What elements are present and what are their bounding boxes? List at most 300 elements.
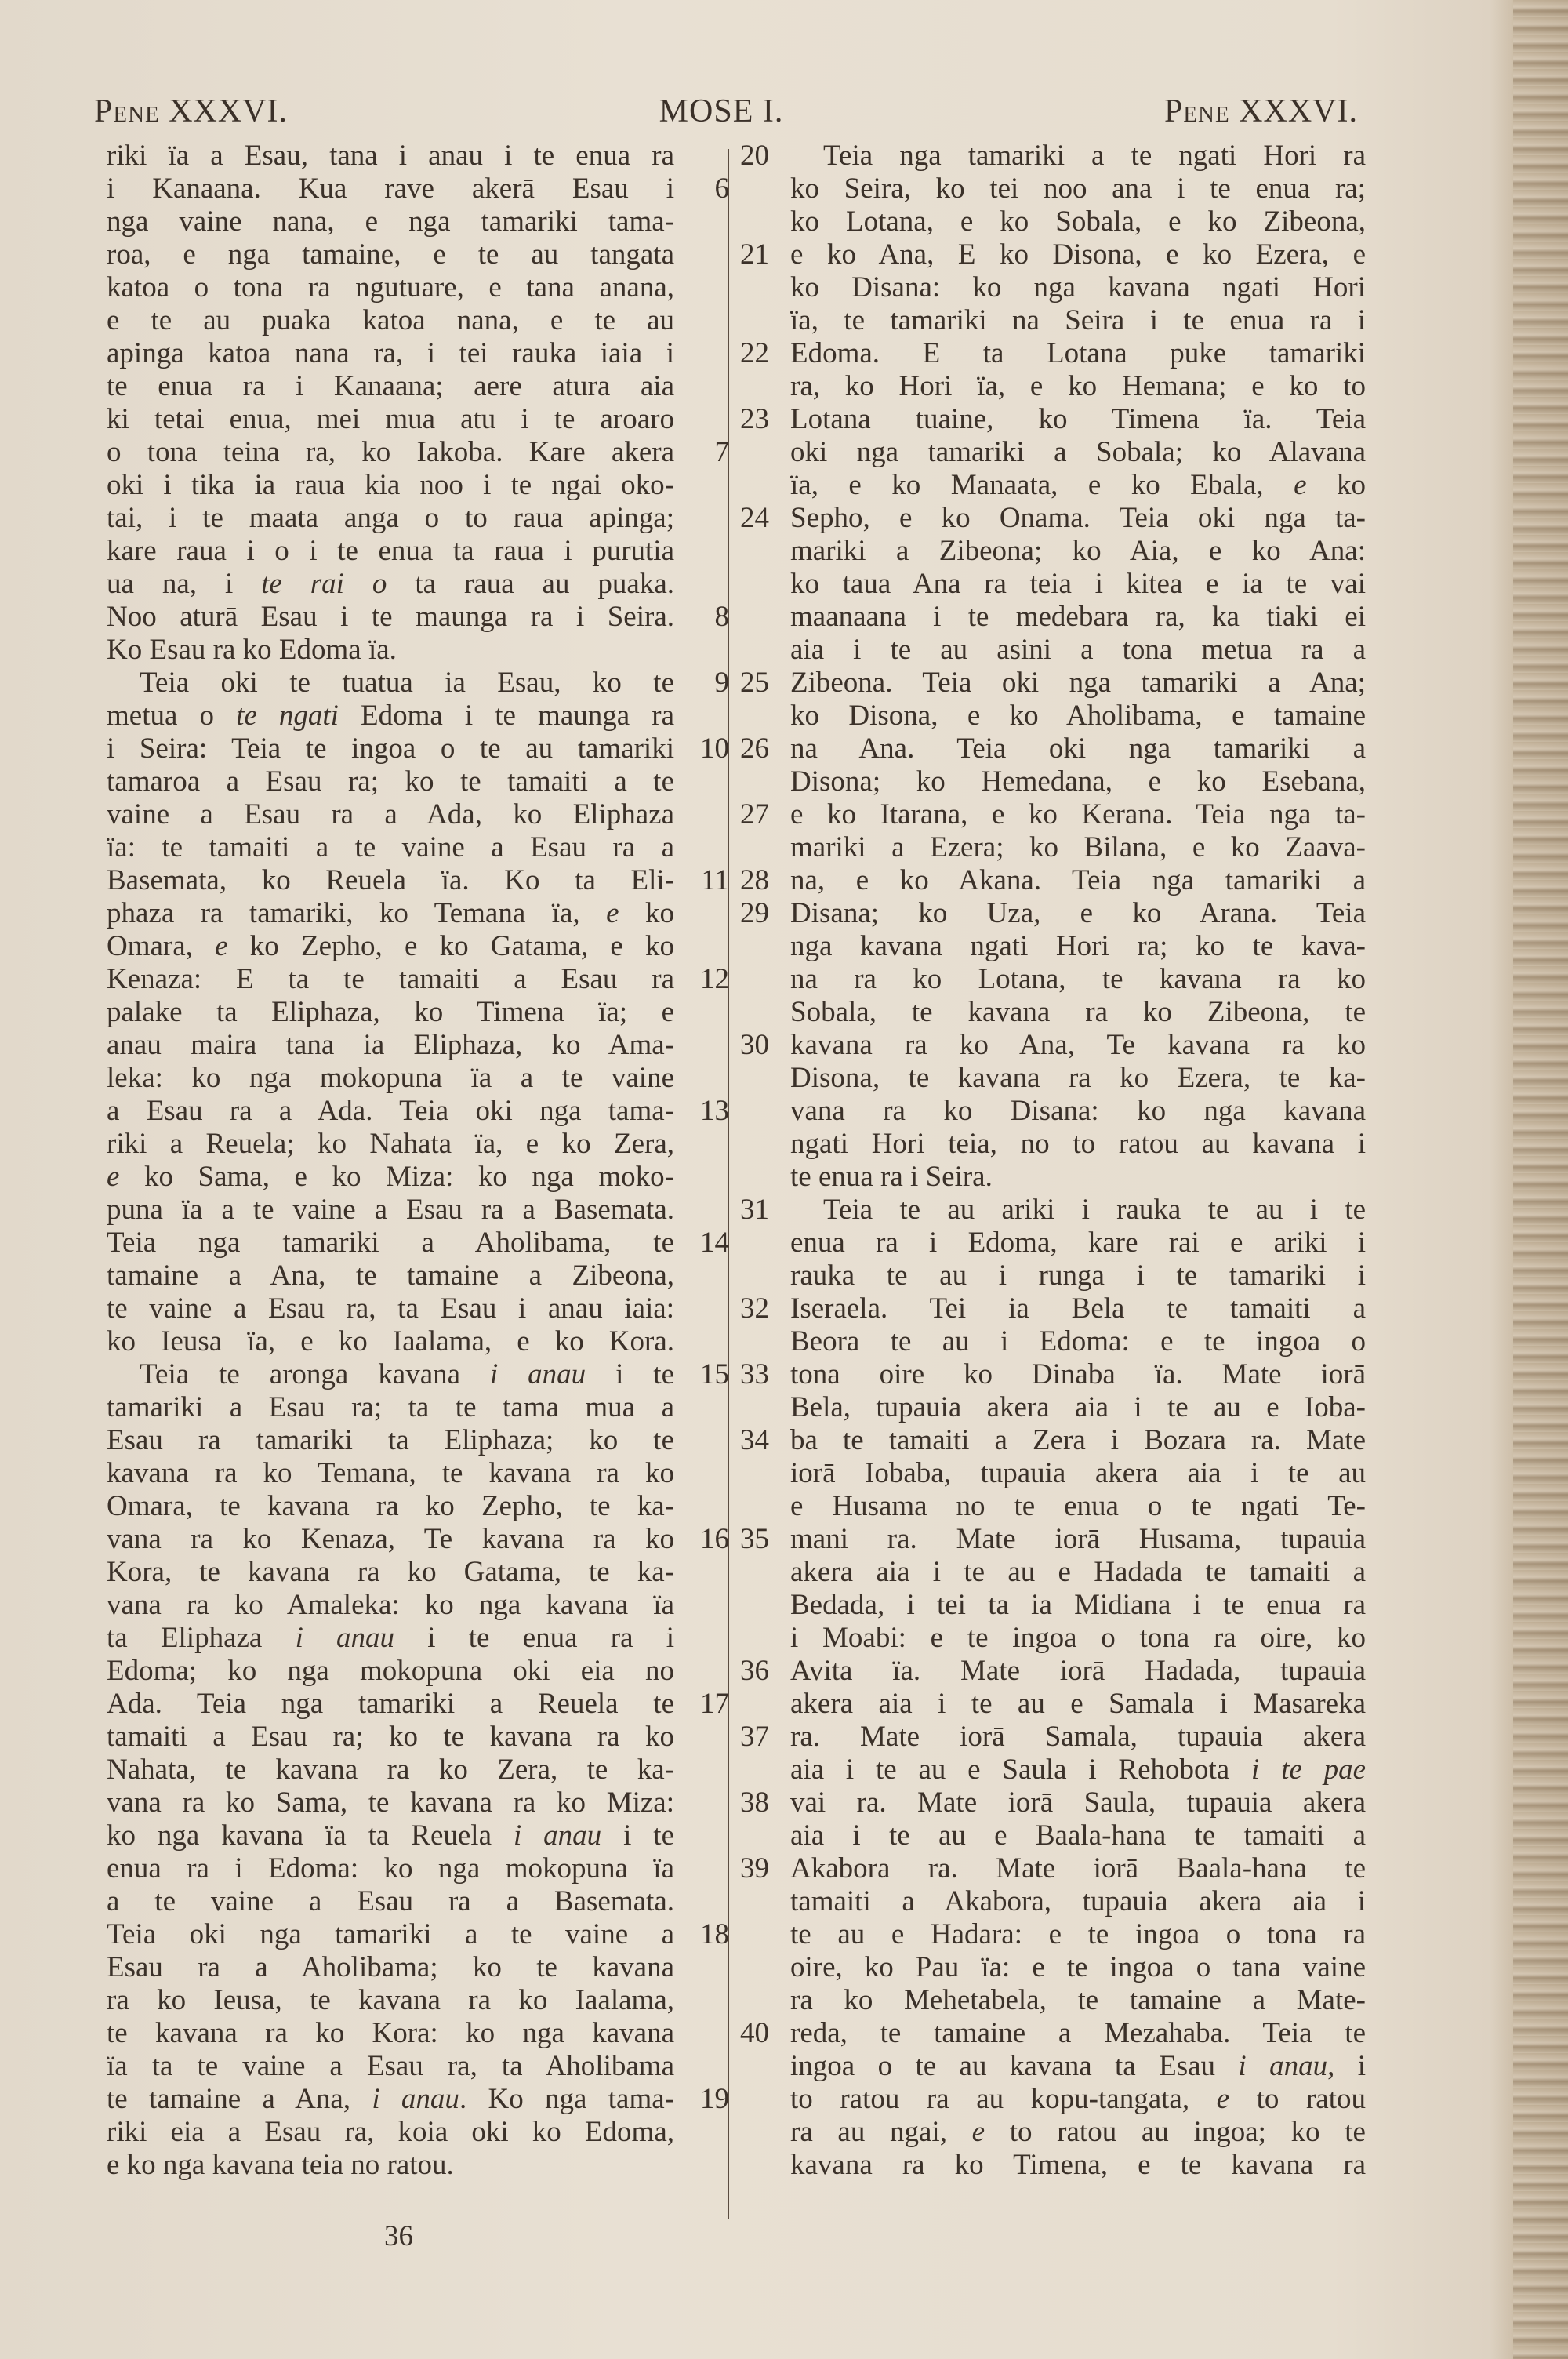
text-line [107, 2116, 750, 2149]
text-line [107, 963, 750, 996]
verse-number [674, 1259, 729, 1292]
line-text [790, 1984, 1366, 2017]
text-segment: Teia nga tamariki a te ngati Hori ra [823, 140, 1366, 172]
text-segment: a Esau ra a Ada. Teia oki nga tama- [107, 1095, 674, 1127]
verse-number [674, 1391, 729, 1424]
verse-number [740, 1490, 786, 1523]
line-text [107, 304, 674, 337]
text-segment: puna ïa a te vaine a Esau ra a Basemata. [107, 1194, 674, 1226]
verse-number [674, 304, 729, 337]
text-line [740, 1819, 1406, 1852]
verse-number [740, 2050, 786, 2083]
line-text [790, 732, 1366, 765]
verse-number [674, 1029, 729, 1062]
line-text [107, 403, 674, 436]
verse-number: 31 [740, 1194, 769, 1226]
verse-number: 37 [740, 1721, 769, 1753]
verse-number: 11 [701, 864, 729, 896]
text-line [740, 897, 1406, 930]
verse-number [740, 996, 786, 1029]
text-line [740, 1523, 1406, 1556]
text-segment: ra au ngai, [790, 2116, 972, 2148]
verse-number [674, 469, 729, 502]
text-segment: ra, ko Hori ïa, e ko Hemana; e ko to [790, 370, 1366, 402]
text-line [107, 469, 750, 502]
text-segment: ko Zepho, e ko Gatama, e ko [227, 930, 674, 962]
text-line [107, 700, 750, 732]
text-segment: ra ko Ieusa, te kavana ra ko Iaalama, [107, 1984, 674, 2016]
line-text [107, 1688, 674, 1721]
line-text [107, 1951, 674, 1984]
verse-number: 8 [714, 601, 729, 633]
line-text [790, 2050, 1366, 2083]
text-line [740, 1259, 1406, 1292]
italic-text: e [971, 2116, 985, 2148]
line-text [107, 469, 674, 502]
line-text [107, 1984, 674, 2017]
verse-number [674, 634, 729, 667]
text-line [740, 1688, 1406, 1721]
text-line [107, 1655, 750, 1688]
verse-number [674, 568, 729, 601]
verse-number: 15 [700, 1358, 729, 1390]
text-segment: ïa, e ko Manaata, e ko Ebala, [790, 469, 1294, 501]
verse-number [674, 1589, 729, 1622]
verse-number [740, 1259, 786, 1292]
text-segment: i Kanaana. Kua rave akerā Esau i [107, 173, 674, 205]
verse-number [740, 1754, 786, 1787]
text-column-right [740, 140, 1406, 2182]
text-segment: anau maira tana ia Eliphaza, ko Ama- [107, 1029, 674, 1061]
text-line [740, 535, 1406, 568]
line-text [107, 996, 674, 1029]
text-line [740, 1885, 1406, 1918]
running-header-right: Pene XXXVI. [1163, 93, 1358, 129]
text-line [107, 304, 750, 337]
text-segment: Teia oki nga tamariki a te vaine a [107, 1918, 674, 1950]
verse-number: 29 [740, 897, 769, 929]
italic-text: i anau [489, 1358, 586, 1390]
line-text [107, 798, 674, 831]
verse-number [740, 1161, 786, 1194]
text-segment: Bela, tupauia akera aia i te au e Ioba- [790, 1391, 1366, 1423]
text-segment: Esau ra a Aholibama; ko te kavana [107, 1951, 674, 1983]
verse-number: 40 [740, 2017, 769, 2049]
text-line [107, 568, 750, 601]
verse-number [674, 140, 729, 173]
line-text [107, 1227, 674, 1259]
text-line [740, 304, 1406, 337]
line-text [790, 2083, 1366, 2116]
verse-number [740, 930, 786, 963]
text-line [107, 1885, 750, 1918]
text-line [107, 1852, 750, 1885]
verse-number [674, 535, 729, 568]
line-text [107, 1128, 674, 1161]
text-line [107, 1259, 750, 1292]
text-line [740, 831, 1406, 864]
text-line [107, 1556, 750, 1589]
verse-number [740, 2083, 786, 2116]
italic-text: i te pae [1251, 1754, 1366, 1786]
verse-number [740, 469, 786, 502]
text-segment: Bedada, i tei ta ia Midiana i te enua ra [790, 1589, 1366, 1621]
text-line [740, 2116, 1406, 2149]
text-line [107, 1062, 750, 1095]
verse-number [740, 2149, 786, 2182]
text-line [740, 140, 1406, 173]
text-segment: palake ta Eliphaza, ko Timena ïa; e [107, 996, 674, 1028]
text-segment: Teia te aronga kavana [140, 1358, 490, 1390]
text-segment: akera aia i te au e Samala i Masareka [790, 1688, 1366, 1720]
text-line [740, 798, 1406, 831]
verse-number [674, 2017, 729, 2050]
line-text [107, 1358, 674, 1391]
line-text [790, 1194, 1366, 1227]
text-line [740, 1292, 1406, 1325]
verse-number [674, 337, 729, 370]
line-text [790, 1523, 1366, 1556]
text-line [740, 1589, 1406, 1622]
text-line [107, 1029, 750, 1062]
verse-number [674, 271, 729, 304]
text-segment: katoa o tona ra ngutuare, e tana anana, [107, 271, 674, 304]
text-segment: aia i te au e Baala-hana te tamaiti a [790, 1819, 1366, 1852]
text-line [740, 238, 1406, 271]
verse-number [740, 436, 786, 469]
line-text [107, 568, 674, 601]
verse-number: 14 [700, 1227, 729, 1259]
line-text [107, 963, 674, 996]
text-line [107, 601, 750, 634]
verse-number [674, 1787, 729, 1819]
line-text [790, 700, 1366, 732]
line-text [790, 1885, 1366, 1918]
line-text [790, 1227, 1366, 1259]
line-text [107, 1885, 674, 1918]
verse-number [740, 205, 786, 238]
line-text [790, 963, 1366, 996]
text-line [107, 1292, 750, 1325]
text-line [107, 1358, 750, 1391]
running-header-left: Pene XXXVI. [94, 93, 289, 129]
verse-number: 32 [740, 1292, 769, 1325]
line-text [107, 337, 674, 370]
text-line [107, 732, 750, 765]
text-line [107, 173, 750, 205]
text-segment: mariki a Zibeona; ko Aia, e ko Ana: [790, 535, 1366, 567]
text-segment: to ratou ra au kopu-tangata, [790, 2083, 1217, 2115]
text-line [107, 1227, 750, 1259]
line-text [790, 436, 1366, 469]
text-segment: te vaine a Esau ra, ta Esau i anau iaia: [107, 1292, 674, 1325]
text-line [740, 1424, 1406, 1457]
verse-number [674, 1852, 729, 1885]
text-segment: na, e ko Akana. Teia nga tamariki a [790, 864, 1366, 896]
text-line [107, 2017, 750, 2050]
text-line [740, 1622, 1406, 1655]
line-text [790, 634, 1366, 667]
line-text [790, 1457, 1366, 1490]
text-segment: kavana ra ko Ana, Te kavana ra ko [790, 1029, 1366, 1061]
text-segment: ingoa o te au kavana ta Esau [790, 2050, 1239, 2082]
verse-number: 12 [700, 963, 729, 995]
line-text [790, 370, 1366, 403]
verse-number [740, 1128, 786, 1161]
line-text [790, 2017, 1366, 2050]
text-line [107, 1095, 750, 1128]
verse-number [674, 370, 729, 403]
text-line [107, 205, 750, 238]
text-segment: enua ra i Edoma, kare rai e ariki i [790, 1227, 1366, 1259]
verse-number: 39 [740, 1852, 769, 1885]
line-text [107, 205, 674, 238]
text-line [740, 700, 1406, 732]
line-text [107, 1457, 674, 1490]
text-line [740, 996, 1406, 1029]
line-text [790, 173, 1366, 205]
line-text [107, 1754, 674, 1787]
verse-number: 34 [740, 1424, 769, 1456]
text-segment: enua ra i Edoma: ko nga mokopuna ïa [107, 1852, 674, 1885]
line-text [107, 831, 674, 864]
line-text [790, 304, 1366, 337]
line-text [107, 1194, 674, 1227]
italic-text: e [606, 897, 619, 929]
verse-number [740, 304, 786, 337]
text-line [107, 140, 750, 173]
line-text [790, 798, 1366, 831]
text-line [740, 765, 1406, 798]
text-segment: ki tetai enua, mei mua atu i te aroaro [107, 403, 674, 435]
text-line [740, 963, 1406, 996]
text-line [740, 1754, 1406, 1787]
text-segment: Ada. Teia nga tamariki a Reuela te [107, 1688, 674, 1720]
text-line [740, 1325, 1406, 1358]
text-line [107, 634, 750, 667]
text-segment: aia i te au asini a tona metua ra a [790, 634, 1366, 666]
verse-number [674, 1885, 729, 1918]
text-line [740, 271, 1406, 304]
line-text [107, 1062, 674, 1095]
line-text [790, 930, 1366, 963]
verse-number [740, 1062, 786, 1095]
line-text [790, 1556, 1366, 1589]
text-line [740, 436, 1406, 469]
text-segment: ko nga kavana ïa ta Reuela [107, 1819, 514, 1852]
verse-number [740, 765, 786, 798]
text-segment: ko Seira, ko tei noo ana i te enua ra; [790, 173, 1366, 205]
line-text [107, 1655, 674, 1688]
verse-number: 13 [700, 1095, 729, 1127]
text-segment: ko Sama, e ko Miza: ko nga moko- [119, 1161, 674, 1193]
text-line [107, 2149, 750, 2182]
text-line [107, 1523, 750, 1556]
text-line [740, 1161, 1406, 1194]
line-text [790, 502, 1366, 535]
text-segment: Zibeona. Teia oki nga tamariki a Ana; [790, 667, 1366, 699]
italic-text: i anau [513, 1819, 602, 1852]
line-text [790, 568, 1366, 601]
verse-number [740, 568, 786, 601]
text-line [107, 1918, 750, 1951]
italic-text: e [215, 930, 228, 962]
italic-text: i anau [1238, 2050, 1328, 2082]
italic-text: e [1216, 2083, 1230, 2115]
verse-number [740, 370, 786, 403]
text-line [740, 1721, 1406, 1754]
line-text [107, 173, 674, 205]
verse-number [674, 930, 729, 963]
line-text [790, 1918, 1366, 1951]
verse-number: 33 [740, 1358, 769, 1390]
line-text [790, 1787, 1366, 1819]
line-text [790, 1819, 1366, 1852]
text-segment: ngati Hori teia, no to ratou au kavana i [790, 1128, 1366, 1160]
text-line [107, 1787, 750, 1819]
text-line [740, 2149, 1406, 2182]
text-line [107, 1457, 750, 1490]
line-text [107, 1029, 674, 1062]
verse-number: 26 [740, 732, 769, 765]
text-segment: i Moabi: e te ingoa o tona ra oire, ko [790, 1622, 1366, 1654]
verse-number [674, 1325, 729, 1358]
text-segment: Disona, te kavana ra ko Ezera, te ka- [790, 1062, 1366, 1094]
text-segment: a te vaine a Esau ra a Basemata. [107, 1885, 674, 1917]
text-line [740, 1951, 1406, 1984]
text-segment: ko [619, 897, 674, 929]
text-segment: Sobala, te kavana ra ko Zibeona, te [790, 996, 1366, 1028]
text-line [107, 2083, 750, 2116]
line-text [790, 1259, 1366, 1292]
text-segment: Edoma; ko nga mokopuna oki eia no [107, 1655, 674, 1687]
text-segment: aia i te au e Saula i Rehobota [790, 1754, 1252, 1786]
text-line [107, 1754, 750, 1787]
verse-number: 6 [714, 173, 729, 205]
text-segment: leka: ko nga mokopuna ïa a te vaine [107, 1062, 674, 1094]
text-segment: Lotana tuaine, ko Timena ïa. Teia [790, 403, 1366, 435]
text-line [107, 864, 750, 897]
line-text [790, 1292, 1366, 1325]
text-line [740, 568, 1406, 601]
line-text [107, 1721, 674, 1754]
text-segment: e ko Itarana, e ko Kerana. Teia nga ta- [790, 798, 1366, 831]
text-line [107, 765, 750, 798]
line-text [790, 1062, 1366, 1095]
text-line [740, 173, 1406, 205]
line-text [790, 897, 1366, 930]
line-text [790, 1852, 1366, 1885]
line-text [107, 1787, 674, 1819]
line-text [107, 2116, 674, 2149]
text-line [107, 1721, 750, 1754]
verse-number [740, 2116, 786, 2149]
verse-number [674, 1161, 729, 1194]
verse-number [674, 831, 729, 864]
text-line [740, 1095, 1406, 1128]
verse-number [740, 1918, 786, 1951]
text-segment: mariki a Ezera; ko Bilana, e ko Zaava- [790, 831, 1366, 863]
text-segment: reda, te tamaine a Mezahaba. Teia te [790, 2017, 1366, 2049]
verse-number [740, 831, 786, 864]
line-text [790, 601, 1366, 634]
line-text [107, 732, 674, 765]
text-line [107, 436, 750, 469]
line-text [107, 2149, 674, 2182]
verse-number [674, 2149, 729, 2182]
verse-number [740, 963, 786, 996]
line-text [107, 1259, 674, 1292]
text-segment: riki a Reuela; ko Nahata ïa, e ko Zera, [107, 1128, 674, 1160]
verse-number [740, 535, 786, 568]
verse-number [740, 1391, 786, 1424]
text-line [740, 864, 1406, 897]
text-line [740, 1918, 1406, 1951]
text-segment: oki nga tamariki a Sobala; ko Alavana [790, 436, 1366, 468]
verse-number: 23 [740, 403, 769, 435]
text-segment: Ko Esau ra ko Edoma ïa. [107, 634, 397, 666]
text-segment: ta raua au puaka. [387, 568, 674, 600]
text-segment: ba te tamaiti a Zera i Bozara ra. Mate [790, 1424, 1366, 1456]
line-text [107, 140, 674, 173]
text-segment: Basemata, ko Reuela ïa. Ko ta Eli- [107, 864, 674, 896]
text-segment: ïa, te tamariki na Seira i te enua ra i [790, 304, 1366, 336]
line-text [790, 1589, 1366, 1622]
line-text [107, 1523, 674, 1556]
text-segment: tamariki a Esau ra; ta te tama mua a [107, 1391, 674, 1423]
line-text [107, 864, 674, 897]
verse-number: 21 [740, 238, 769, 271]
line-text [790, 2116, 1366, 2149]
verse-number [740, 173, 786, 205]
text-segment: o tona teina ra, ko Iakoba. Kare akera [107, 436, 674, 468]
text-segment: . Ko nga tama- [459, 2083, 674, 2115]
text-segment: nga vaine nana, e nga tamariki tama- [107, 205, 674, 238]
verse-number [740, 1984, 786, 2017]
verse-number [674, 1128, 729, 1161]
text-line [740, 1194, 1406, 1227]
text-segment: ko Ieusa ïa, e ko Iaalama, e ko Kora. [107, 1325, 674, 1358]
text-line [740, 1457, 1406, 1490]
text-line [740, 1029, 1406, 1062]
text-line [107, 337, 750, 370]
text-line [740, 1062, 1406, 1095]
line-text [790, 1655, 1366, 1688]
text-line [107, 1194, 750, 1227]
text-segment: rauka te au i runga i te tamariki i [790, 1259, 1366, 1292]
text-segment: Sepho, e ko Onama. Teia oki nga ta- [790, 502, 1366, 534]
verse-number: 24 [740, 502, 769, 534]
text-segment: e Husama no te enua o te ngati Te- [790, 1490, 1366, 1522]
verse-number [740, 1556, 786, 1589]
text-segment: Avita ïa. Mate iorā Hadada, tupauia [790, 1655, 1366, 1687]
line-text [107, 370, 674, 403]
verse-number [674, 205, 729, 238]
text-segment: i te [586, 1358, 674, 1390]
text-line [107, 370, 750, 403]
verse-number [674, 1457, 729, 1490]
line-text [107, 1622, 674, 1655]
text-segment: ïa ta te vaine a Esau ra, ta Aholibama [107, 2050, 674, 2082]
text-line [740, 1227, 1406, 1259]
text-segment: to ratou au ingoa; ko te [985, 2116, 1366, 2148]
line-text [107, 1556, 674, 1589]
text-line [740, 1556, 1406, 1589]
text-segment: riki ïa a Esau, tana i anau i te enua ra [107, 140, 674, 172]
line-text [107, 601, 674, 634]
text-line [740, 1787, 1406, 1819]
text-segment: kare raua i o i te enua ta raua i purutia [107, 535, 674, 567]
